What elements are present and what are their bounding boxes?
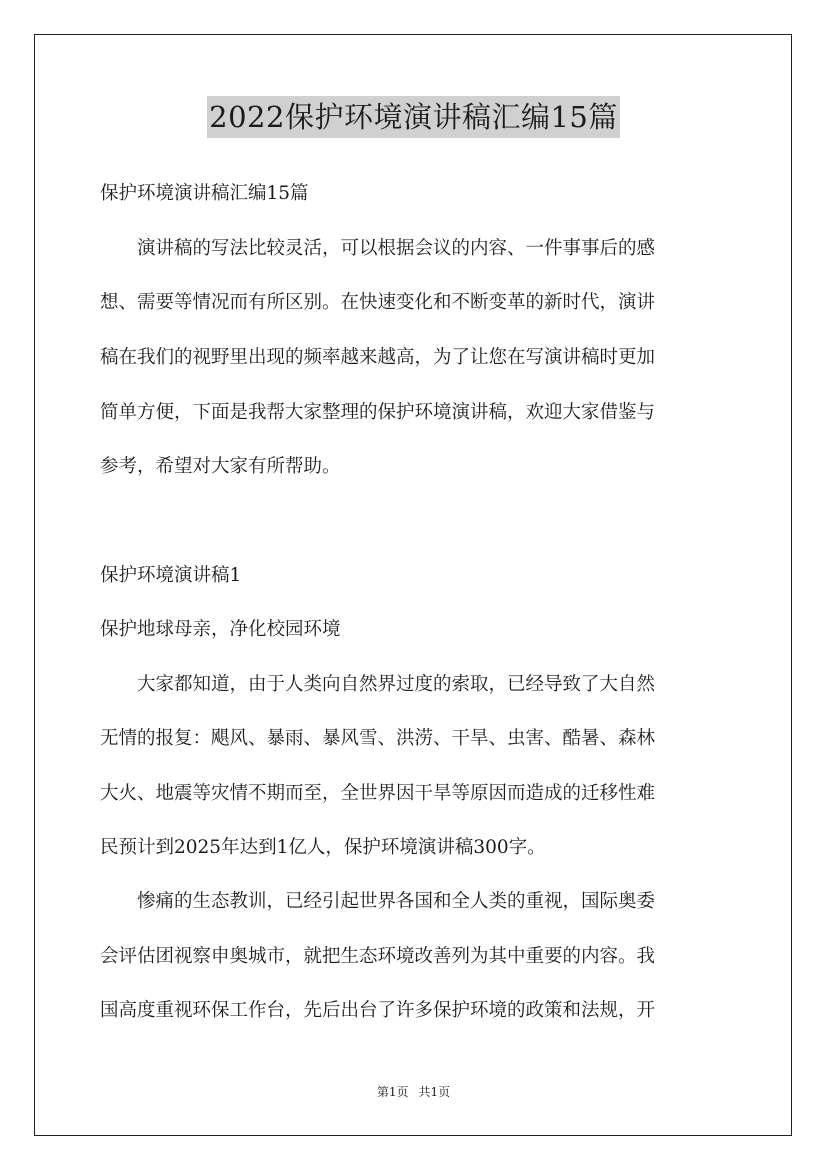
page-total: 共1页 <box>418 1085 451 1099</box>
paragraph-line: 国高度重视环保工作台，先后出台了许多保护环境的政策和法规，开 <box>100 1000 656 1021</box>
paragraph-line: 惨痛的生态教训，已经引起世界各国和全人类的重视，国际奥委 <box>100 891 656 912</box>
title-wrap <box>0 96 827 138</box>
paragraph-line: 想、需要等情况而有所区别。在快速变化和不断变革的新时代，演讲 <box>100 292 656 313</box>
page-footer <box>0 1083 827 1101</box>
paragraph-line: 演讲稿的写法比较灵活，可以根据会议的内容、一件事事后的感 <box>100 238 656 259</box>
section-heading: 保护环境演讲稿1 <box>100 565 242 586</box>
paragraph-line: 民预计到2025年达到1亿人，保护环境演讲稿300字。 <box>100 837 546 858</box>
page-number: 第1页 <box>376 1085 409 1099</box>
subtitle-line: 保护环境演讲稿汇编15篇 <box>100 183 309 204</box>
paragraph-line: 大火、地震等灾情不期而至，全世界因干旱等原因而造成的迁移性难 <box>100 783 656 804</box>
section-subheading: 保护地球母亲，净化校园环境 <box>100 619 341 640</box>
paragraph-line: 稿在我们的视野里出现的频率越来越高，为了让您在写演讲稿时更加 <box>100 347 656 368</box>
paragraph-line: 无情的报复：飓风、暴雨、暴风雪、洪涝、干旱、虫害、酷暑、森林 <box>100 728 656 749</box>
paragraph-line: 会评估团视察申奥城市，就把生态环境改善列为其中重要的内容。我 <box>100 946 656 967</box>
document-title: 2022保护环境演讲稿汇编15篇 <box>207 96 620 138</box>
paragraph-line: 简单方便，下面是我帮大家整理的保护环境演讲稿，欢迎大家借鉴与 <box>100 402 656 423</box>
paragraph-line: 大家都知道，由于人类向自然界过度的索取，已经导致了大自然 <box>100 674 656 695</box>
paragraph-line: 参考，希望对大家有所帮助。 <box>100 456 341 477</box>
